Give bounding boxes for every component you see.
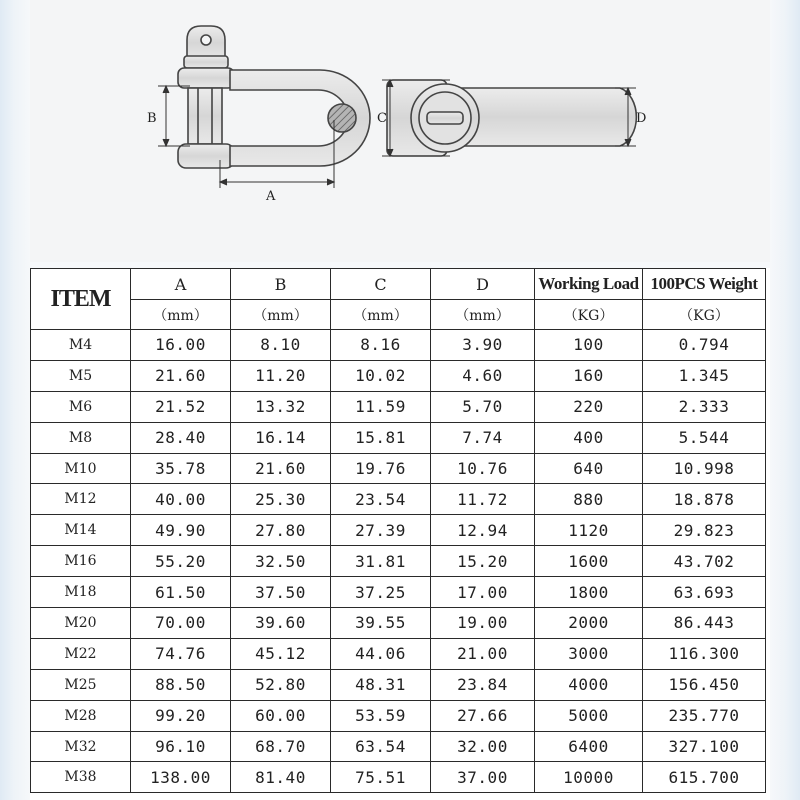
cell-weight: 63.693 <box>643 577 766 608</box>
cell-working-load: 100 <box>535 330 643 361</box>
cell-d: 19.00 <box>431 608 535 639</box>
table-row <box>31 515 766 546</box>
cell-d: 17.00 <box>431 577 535 608</box>
table-row <box>31 700 766 731</box>
cell-a: 28.40 <box>131 422 231 453</box>
cell-c: 27.39 <box>331 515 431 546</box>
cell-d: 3.90 <box>431 330 535 361</box>
table-row <box>31 360 766 391</box>
cell-working-load: 160 <box>535 360 643 391</box>
cell-c: 8.16 <box>331 330 431 361</box>
cell-working-load: 1800 <box>535 577 643 608</box>
cell-working-load: 640 <box>535 453 643 484</box>
cell-weight: 5.544 <box>643 422 766 453</box>
cell-d: 4.60 <box>431 360 535 391</box>
dimension-b <box>158 86 190 146</box>
cell-working-load: 5000 <box>535 700 643 731</box>
table-row <box>31 669 766 700</box>
cell-c: 44.06 <box>331 638 431 669</box>
table-row <box>31 330 766 361</box>
cell-weight: 2.333 <box>643 391 766 422</box>
cell-weight: 18.878 <box>643 484 766 515</box>
cell-model: M10 <box>31 453 131 484</box>
cell-working-load: 2000 <box>535 608 643 639</box>
cell-model: M25 <box>31 669 131 700</box>
cell-working-load: 10000 <box>535 762 643 793</box>
cell-working-load: 3000 <box>535 638 643 669</box>
table-row <box>31 453 766 484</box>
spec-table-container <box>30 268 770 800</box>
cell-d: 5.70 <box>431 391 535 422</box>
cell-c: 10.02 <box>331 360 431 391</box>
cell-b: 68.70 <box>231 731 331 762</box>
cell-weight: 235.770 <box>643 700 766 731</box>
table-units-row <box>31 300 766 330</box>
cell-a: 70.00 <box>131 608 231 639</box>
cell-d: 15.20 <box>431 546 535 577</box>
cell-b: 16.14 <box>231 422 331 453</box>
table-row <box>31 638 766 669</box>
cell-a: 74.76 <box>131 638 231 669</box>
table-row <box>31 422 766 453</box>
cell-working-load: 1120 <box>535 515 643 546</box>
cell-c: 53.59 <box>331 700 431 731</box>
unit-c: （mm） <box>331 300 431 330</box>
cell-working-load: 220 <box>535 391 643 422</box>
cell-b: 25.30 <box>231 484 331 515</box>
cell-c: 15.81 <box>331 422 431 453</box>
cell-weight: 0.794 <box>643 330 766 361</box>
cell-b: 39.60 <box>231 608 331 639</box>
cell-model: M5 <box>31 360 131 391</box>
table-body <box>31 330 766 793</box>
header-a: A <box>131 269 231 300</box>
cell-model: M38 <box>31 762 131 793</box>
dimension-label-a: A <box>266 189 276 204</box>
cell-c: 63.54 <box>331 731 431 762</box>
header-item: ITEM <box>31 269 131 330</box>
dimension-label-d: D <box>636 111 647 126</box>
cell-c: 37.25 <box>331 577 431 608</box>
cell-d: 37.00 <box>431 762 535 793</box>
cell-d: 10.76 <box>431 453 535 484</box>
header-d: D <box>431 269 535 300</box>
dimension-label-b: B <box>147 111 157 126</box>
cell-working-load: 6400 <box>535 731 643 762</box>
cell-a: 21.52 <box>131 391 231 422</box>
table-header-row <box>31 269 766 300</box>
unit-a: （mm） <box>131 300 231 330</box>
cell-b: 27.80 <box>231 515 331 546</box>
cell-weight: 29.823 <box>643 515 766 546</box>
cell-d: 12.94 <box>431 515 535 546</box>
table-row <box>31 391 766 422</box>
cell-b: 32.50 <box>231 546 331 577</box>
cell-a: 40.00 <box>131 484 231 515</box>
cell-d: 32.00 <box>431 731 535 762</box>
cell-c: 39.55 <box>331 608 431 639</box>
header-b: B <box>231 269 331 300</box>
table-row <box>31 608 766 639</box>
cell-a: 61.50 <box>131 577 231 608</box>
cell-working-load: 400 <box>535 422 643 453</box>
cell-a: 88.50 <box>131 669 231 700</box>
dimension-label-c: C <box>377 111 387 126</box>
table-row <box>31 484 766 515</box>
cell-a: 55.20 <box>131 546 231 577</box>
cell-working-load: 1600 <box>535 546 643 577</box>
cell-a: 99.20 <box>131 700 231 731</box>
cell-c: 75.51 <box>331 762 431 793</box>
cell-weight: 86.443 <box>643 608 766 639</box>
cell-d: 7.74 <box>431 422 535 453</box>
cell-a: 96.10 <box>131 731 231 762</box>
cell-b: 13.32 <box>231 391 331 422</box>
cell-b: 37.50 <box>231 577 331 608</box>
cell-weight: 615.700 <box>643 762 766 793</box>
cell-a: 138.00 <box>131 762 231 793</box>
cell-b: 11.20 <box>231 360 331 391</box>
cell-working-load: 880 <box>535 484 643 515</box>
shackle-front-view <box>387 80 636 156</box>
cell-b: 8.10 <box>231 330 331 361</box>
shackle-side-view <box>178 26 370 168</box>
cell-weight: 116.300 <box>643 638 766 669</box>
cell-c: 48.31 <box>331 669 431 700</box>
cell-model: M12 <box>31 484 131 515</box>
header-weight: 100PCS Weight <box>643 269 766 300</box>
cell-a: 35.78 <box>131 453 231 484</box>
cell-b: 81.40 <box>231 762 331 793</box>
cell-weight: 43.702 <box>643 546 766 577</box>
table-row <box>31 731 766 762</box>
cell-model: M14 <box>31 515 131 546</box>
cell-b: 60.00 <box>231 700 331 731</box>
shackle-dimension-diagram <box>30 0 770 262</box>
cell-c: 11.59 <box>331 391 431 422</box>
header-working-load: Working Load <box>535 269 643 300</box>
unit-b: （mm） <box>231 300 331 330</box>
cell-weight: 156.450 <box>643 669 766 700</box>
unit-d: （mm） <box>431 300 535 330</box>
header-c: C <box>331 269 431 300</box>
unit-weight: （KG） <box>643 300 766 330</box>
cell-b: 21.60 <box>231 453 331 484</box>
cell-c: 19.76 <box>331 453 431 484</box>
cell-weight: 1.345 <box>643 360 766 391</box>
table-row <box>31 762 766 793</box>
cell-weight: 10.998 <box>643 453 766 484</box>
cell-d: 23.84 <box>431 669 535 700</box>
cell-model: M18 <box>31 577 131 608</box>
cell-c: 31.81 <box>331 546 431 577</box>
cell-model: M4 <box>31 330 131 361</box>
cell-d: 27.66 <box>431 700 535 731</box>
spec-table <box>30 268 766 793</box>
cell-model: M22 <box>31 638 131 669</box>
cell-model: M6 <box>31 391 131 422</box>
cell-model: M28 <box>31 700 131 731</box>
cell-a: 21.60 <box>131 360 231 391</box>
cell-working-load: 4000 <box>535 669 643 700</box>
cell-model: M20 <box>31 608 131 639</box>
cell-model: M16 <box>31 546 131 577</box>
cell-b: 45.12 <box>231 638 331 669</box>
cell-d: 11.72 <box>431 484 535 515</box>
cell-weight: 327.100 <box>643 731 766 762</box>
unit-working-load: （KG） <box>535 300 643 330</box>
table-row <box>31 546 766 577</box>
table-row <box>31 577 766 608</box>
cell-a: 16.00 <box>131 330 231 361</box>
cell-c: 23.54 <box>331 484 431 515</box>
cell-a: 49.90 <box>131 515 231 546</box>
cell-model: M8 <box>31 422 131 453</box>
cell-d: 21.00 <box>431 638 535 669</box>
cell-model: M32 <box>31 731 131 762</box>
cell-b: 52.80 <box>231 669 331 700</box>
